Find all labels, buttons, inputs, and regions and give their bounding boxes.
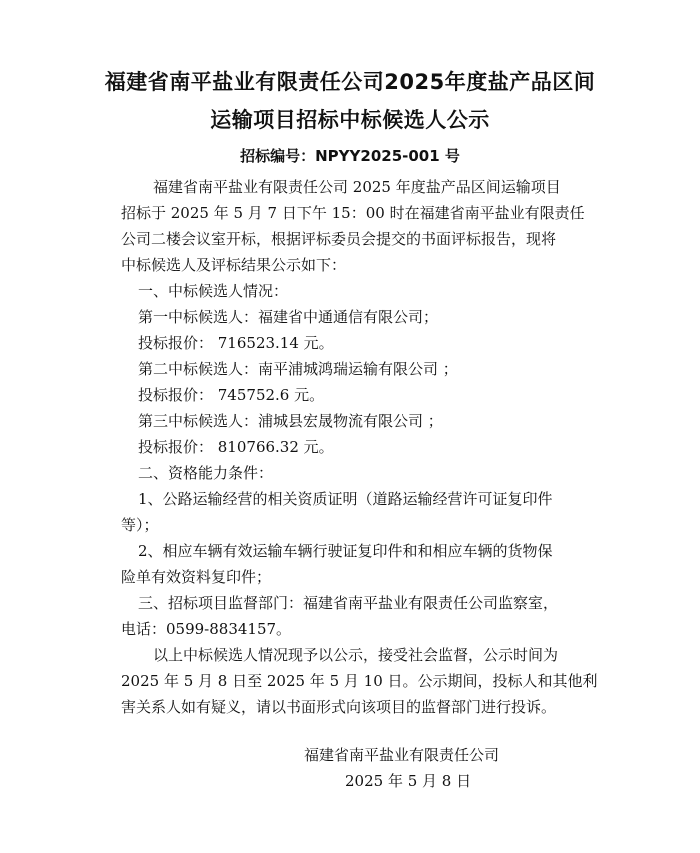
section-heading-candidates: 一、中标候选人情况： — [138, 282, 289, 300]
qualification-item-1-cont: 等）； — [121, 516, 159, 534]
intro-line: 公司二楼会议室开标，根据评标委员会提交的书面评标报告，现将 — [121, 230, 557, 248]
candidate-2-label: 第二中标候选人：南平浦城鸿瑞运输有限公司 ； — [138, 360, 458, 378]
signature-company: 福建省南平盐业有限责任公司 — [304, 746, 500, 764]
supervision-phone: 电话：0599-8834157。 — [121, 620, 292, 638]
signature-date: 2025 年 5 月 8 日 — [345, 772, 472, 790]
bid-number: 招标编号：NPYY2025-001 号 — [240, 147, 460, 165]
candidate-3-price: 投标报价： 810766.32 元。 — [138, 438, 334, 456]
candidate-1-price: 投标报价： 716523.14 元。 — [138, 334, 334, 352]
intro-line: 中标候选人及评标结果公示如下： — [121, 256, 347, 274]
candidate-3-label: 第三中标候选人：浦城县宏晟物流有限公司 ； — [138, 412, 443, 430]
closing-line: 2025 年 5 月 8 日至 2025 年 5 月 10 日。公示期间，投标人和其他利 — [121, 672, 598, 690]
qualification-item-2-cont: 险单有效资料复印件； — [121, 568, 272, 586]
qualification-item-1: 1、公路运输经营的相关资质证明（道路运输经营许可证复印件 — [138, 490, 553, 508]
supervision-department: 三、招标项目监督部门：福建省南平盐业有限责任公司监察室， — [138, 594, 559, 612]
document-title-line-2: 运输项目招标中标候选人公示 — [210, 108, 490, 132]
qualification-item-2: 2、相应车辆有效运输车辆行驶证复印件和和相应车辆的货物保 — [138, 542, 553, 560]
closing-line: 害关系人如有疑义，请以书面形式向该项目的监督部门进行投诉。 — [121, 698, 557, 716]
document-title-line-1: 福建省南平盐业有限责任公司2025年度盐产品区间 — [104, 70, 596, 94]
intro-line: 招标于 2025 年 5 月 7 日下午 15：00 时在福建省南平盐业有限责任 — [121, 204, 585, 222]
candidate-1-label: 第一中标候选人：福建省中通通信有限公司； — [138, 308, 439, 326]
intro-line: 福建省南平盐业有限责任公司 2025 年度盐产品区间运输项目 — [153, 178, 561, 196]
candidate-2-price: 投标报价： 745752.6 元。 — [138, 386, 325, 404]
closing-line: 以上中标候选人情况现予以公示，接受社会监督，公示时间为 — [153, 646, 559, 664]
section-heading-qualifications: 二、资格能力条件： — [138, 464, 274, 482]
